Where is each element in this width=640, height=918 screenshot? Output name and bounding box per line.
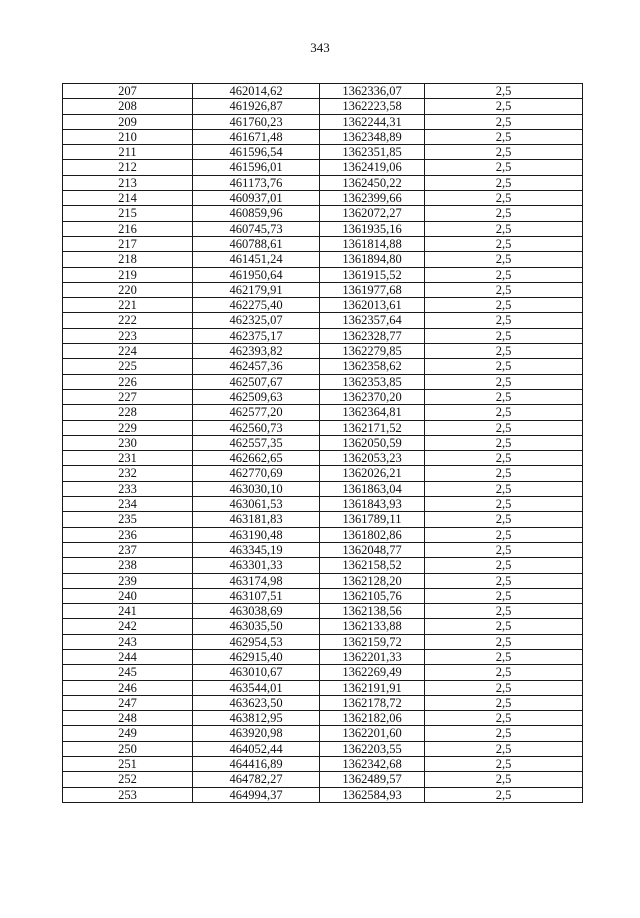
x-coordinate-cell: 463061,53 [193,497,320,512]
accuracy-cell: 2,5 [425,619,583,634]
point-number-cell: 240 [63,588,193,603]
accuracy-cell: 2,5 [425,191,583,206]
accuracy-cell: 2,5 [425,497,583,512]
point-number-cell: 221 [63,298,193,313]
point-number-cell: 234 [63,497,193,512]
table-row [63,558,583,573]
table-row [63,328,583,343]
x-coordinate-cell: 463920,98 [193,726,320,741]
x-coordinate-cell: 463010,67 [193,665,320,680]
table-row [63,114,583,129]
y-coordinate-cell: 1362269,49 [320,665,425,680]
x-coordinate-cell: 464052,44 [193,741,320,756]
table-row [63,573,583,588]
accuracy-cell: 2,5 [425,206,583,221]
table-row [63,298,583,313]
accuracy-cell: 2,5 [425,604,583,619]
table-row [63,405,583,420]
accuracy-cell: 2,5 [425,542,583,557]
table-row [63,359,583,374]
point-number-cell: 238 [63,558,193,573]
table-row [63,512,583,527]
y-coordinate-cell: 1361935,16 [320,221,425,236]
point-number-cell: 251 [63,757,193,772]
accuracy-cell: 2,5 [425,252,583,267]
x-coordinate-cell: 461760,23 [193,114,320,129]
point-number-cell: 214 [63,191,193,206]
x-coordinate-cell: 463174,98 [193,573,320,588]
table-row [63,726,583,741]
x-coordinate-cell: 463812,95 [193,711,320,726]
table-row [63,175,583,190]
point-number-cell: 228 [63,405,193,420]
y-coordinate-cell: 1362128,20 [320,573,425,588]
point-number-cell: 210 [63,129,193,144]
x-coordinate-cell: 462509,63 [193,389,320,404]
accuracy-cell: 2,5 [425,435,583,450]
table-row [63,420,583,435]
y-coordinate-cell: 1362048,77 [320,542,425,557]
point-number-cell: 218 [63,252,193,267]
x-coordinate-cell: 463345,19 [193,542,320,557]
x-coordinate-cell: 460745,73 [193,221,320,236]
x-coordinate-cell: 463544,01 [193,680,320,695]
table-row [63,221,583,236]
x-coordinate-cell: 462179,91 [193,282,320,297]
table-row [63,99,583,114]
accuracy-cell: 2,5 [425,359,583,374]
coordinates-table [62,83,583,803]
accuracy-cell: 2,5 [425,267,583,282]
accuracy-cell: 2,5 [425,558,583,573]
x-coordinate-cell: 462375,17 [193,328,320,343]
x-coordinate-cell: 461596,54 [193,145,320,160]
point-number-cell: 247 [63,695,193,710]
point-number-cell: 252 [63,772,193,787]
point-number-cell: 225 [63,359,193,374]
accuracy-cell: 2,5 [425,588,583,603]
table-row [63,680,583,695]
x-coordinate-cell: 463623,50 [193,695,320,710]
accuracy-cell: 2,5 [425,313,583,328]
x-coordinate-cell: 461671,48 [193,129,320,144]
table-row [63,481,583,496]
table-row [63,634,583,649]
x-coordinate-cell: 462507,67 [193,374,320,389]
x-coordinate-cell: 464416,89 [193,757,320,772]
accuracy-cell: 2,5 [425,84,583,99]
point-number-cell: 232 [63,466,193,481]
page-number: 343 [310,40,330,55]
accuracy-cell: 2,5 [425,236,583,251]
x-coordinate-cell: 461596,01 [193,160,320,175]
table-row [63,313,583,328]
y-coordinate-cell: 1362050,59 [320,435,425,450]
x-coordinate-cell: 461926,87 [193,99,320,114]
table-row [63,252,583,267]
y-coordinate-cell: 1362348,89 [320,129,425,144]
point-number-cell: 217 [63,236,193,251]
table-row [63,787,583,802]
point-number-cell: 244 [63,649,193,664]
point-number-cell: 216 [63,221,193,236]
y-coordinate-cell: 1361915,52 [320,267,425,282]
point-number-cell: 213 [63,175,193,190]
table-row [63,772,583,787]
x-coordinate-cell: 463038,69 [193,604,320,619]
accuracy-cell: 2,5 [425,757,583,772]
x-coordinate-cell: 464994,37 [193,787,320,802]
y-coordinate-cell: 1362336,07 [320,84,425,99]
table-row [63,374,583,389]
x-coordinate-cell: 463301,33 [193,558,320,573]
y-coordinate-cell: 1362353,85 [320,374,425,389]
table-row [63,191,583,206]
x-coordinate-cell: 462457,36 [193,359,320,374]
y-coordinate-cell: 1362105,76 [320,588,425,603]
table-row [63,619,583,634]
y-coordinate-cell: 1362133,88 [320,619,425,634]
table-row [63,665,583,680]
point-number-cell: 250 [63,741,193,756]
point-number-cell: 236 [63,527,193,542]
point-number-cell: 227 [63,389,193,404]
x-coordinate-cell: 462393,82 [193,344,320,359]
point-number-cell: 237 [63,542,193,557]
table-row [63,129,583,144]
accuracy-cell: 2,5 [425,512,583,527]
y-coordinate-cell: 1362357,64 [320,313,425,328]
table-row [63,741,583,756]
point-number-cell: 222 [63,313,193,328]
y-coordinate-cell: 1361814,88 [320,236,425,251]
y-coordinate-cell: 1361843,93 [320,497,425,512]
y-coordinate-cell: 1362201,60 [320,726,425,741]
x-coordinate-cell: 464782,27 [193,772,320,787]
y-coordinate-cell: 1362223,58 [320,99,425,114]
x-coordinate-cell: 462915,40 [193,649,320,664]
point-number-cell: 211 [63,145,193,160]
point-number-cell: 209 [63,114,193,129]
accuracy-cell: 2,5 [425,665,583,680]
x-coordinate-cell: 463030,10 [193,481,320,496]
table-row [63,527,583,542]
coordinates-table-body [63,84,583,803]
accuracy-cell: 2,5 [425,221,583,236]
point-number-cell: 219 [63,267,193,282]
accuracy-cell: 2,5 [425,772,583,787]
point-number-cell: 207 [63,84,193,99]
point-number-cell: 208 [63,99,193,114]
table-row [63,206,583,221]
table-row [63,344,583,359]
accuracy-cell: 2,5 [425,466,583,481]
accuracy-cell: 2,5 [425,741,583,756]
accuracy-cell: 2,5 [425,695,583,710]
point-number-cell: 248 [63,711,193,726]
y-coordinate-cell: 1362364,81 [320,405,425,420]
table-row [63,695,583,710]
x-coordinate-cell: 462954,53 [193,634,320,649]
accuracy-cell: 2,5 [425,680,583,695]
y-coordinate-cell: 1362358,62 [320,359,425,374]
x-coordinate-cell: 463035,50 [193,619,320,634]
y-coordinate-cell: 1362171,52 [320,420,425,435]
point-number-cell: 249 [63,726,193,741]
table-row [63,711,583,726]
y-coordinate-cell: 1362450,22 [320,175,425,190]
table-row [63,282,583,297]
y-coordinate-cell: 1362342,68 [320,757,425,772]
x-coordinate-cell: 461950,64 [193,267,320,282]
x-coordinate-cell: 462560,73 [193,420,320,435]
point-number-cell: 212 [63,160,193,175]
table-row [63,267,583,282]
x-coordinate-cell: 462325,07 [193,313,320,328]
x-coordinate-cell: 460859,96 [193,206,320,221]
x-coordinate-cell: 463190,48 [193,527,320,542]
table-row [63,604,583,619]
y-coordinate-cell: 1362419,06 [320,160,425,175]
table-row [63,497,583,512]
accuracy-cell: 2,5 [425,420,583,435]
accuracy-cell: 2,5 [425,328,583,343]
y-coordinate-cell: 1361863,04 [320,481,425,496]
y-coordinate-cell: 1362053,23 [320,451,425,466]
table-row [63,649,583,664]
point-number-cell: 239 [63,573,193,588]
y-coordinate-cell: 1362328,77 [320,328,425,343]
accuracy-cell: 2,5 [425,573,583,588]
table-row [63,236,583,251]
x-coordinate-cell: 461451,24 [193,252,320,267]
point-number-cell: 226 [63,374,193,389]
accuracy-cell: 2,5 [425,726,583,741]
table-row [63,84,583,99]
x-coordinate-cell: 463181,83 [193,512,320,527]
y-coordinate-cell: 1362370,20 [320,389,425,404]
accuracy-cell: 2,5 [425,634,583,649]
y-coordinate-cell: 1362138,56 [320,604,425,619]
x-coordinate-cell: 462770,69 [193,466,320,481]
accuracy-cell: 2,5 [425,374,583,389]
table-row [63,542,583,557]
y-coordinate-cell: 1362072,27 [320,206,425,221]
accuracy-cell: 2,5 [425,175,583,190]
y-coordinate-cell: 1362182,06 [320,711,425,726]
x-coordinate-cell: 462662,65 [193,451,320,466]
point-number-cell: 220 [63,282,193,297]
point-number-cell: 242 [63,619,193,634]
accuracy-cell: 2,5 [425,649,583,664]
x-coordinate-cell: 463107,51 [193,588,320,603]
x-coordinate-cell: 462577,20 [193,405,320,420]
x-coordinate-cell: 460937,01 [193,191,320,206]
y-coordinate-cell: 1361802,86 [320,527,425,542]
accuracy-cell: 2,5 [425,145,583,160]
y-coordinate-cell: 1362178,72 [320,695,425,710]
y-coordinate-cell: 1362399,66 [320,191,425,206]
y-coordinate-cell: 1362159,72 [320,634,425,649]
accuracy-cell: 2,5 [425,527,583,542]
accuracy-cell: 2,5 [425,344,583,359]
table-row [63,435,583,450]
accuracy-cell: 2,5 [425,711,583,726]
table-row [63,757,583,772]
y-coordinate-cell: 1362279,85 [320,344,425,359]
y-coordinate-cell: 1362158,52 [320,558,425,573]
accuracy-cell: 2,5 [425,99,583,114]
y-coordinate-cell: 1362013,61 [320,298,425,313]
accuracy-cell: 2,5 [425,389,583,404]
point-number-cell: 230 [63,435,193,450]
x-coordinate-cell: 462275,40 [193,298,320,313]
accuracy-cell: 2,5 [425,282,583,297]
y-coordinate-cell: 1362351,85 [320,145,425,160]
point-number-cell: 223 [63,328,193,343]
table-row [63,451,583,466]
y-coordinate-cell: 1362026,21 [320,466,425,481]
point-number-cell: 215 [63,206,193,221]
point-number-cell: 224 [63,344,193,359]
x-coordinate-cell: 460788,61 [193,236,320,251]
table-row [63,466,583,481]
x-coordinate-cell: 462014,62 [193,84,320,99]
point-number-cell: 245 [63,665,193,680]
y-coordinate-cell: 1361977,68 [320,282,425,297]
point-number-cell: 229 [63,420,193,435]
y-coordinate-cell: 1361894,80 [320,252,425,267]
table-row [63,160,583,175]
accuracy-cell: 2,5 [425,405,583,420]
point-number-cell: 233 [63,481,193,496]
y-coordinate-cell: 1362203,55 [320,741,425,756]
accuracy-cell: 2,5 [425,129,583,144]
y-coordinate-cell: 1362191,91 [320,680,425,695]
point-number-cell: 241 [63,604,193,619]
accuracy-cell: 2,5 [425,160,583,175]
point-number-cell: 243 [63,634,193,649]
accuracy-cell: 2,5 [425,298,583,313]
y-coordinate-cell: 1362244,31 [320,114,425,129]
x-coordinate-cell: 462557,35 [193,435,320,450]
accuracy-cell: 2,5 [425,481,583,496]
table-row [63,588,583,603]
point-number-cell: 235 [63,512,193,527]
y-coordinate-cell: 1362584,93 [320,787,425,802]
y-coordinate-cell: 1362489,57 [320,772,425,787]
table-row [63,389,583,404]
point-number-cell: 231 [63,451,193,466]
y-coordinate-cell: 1361789,11 [320,512,425,527]
point-number-cell: 246 [63,680,193,695]
point-number-cell: 253 [63,787,193,802]
accuracy-cell: 2,5 [425,451,583,466]
y-coordinate-cell: 1362201,33 [320,649,425,664]
accuracy-cell: 2,5 [425,787,583,802]
table-row [63,145,583,160]
x-coordinate-cell: 461173,76 [193,175,320,190]
accuracy-cell: 2,5 [425,114,583,129]
